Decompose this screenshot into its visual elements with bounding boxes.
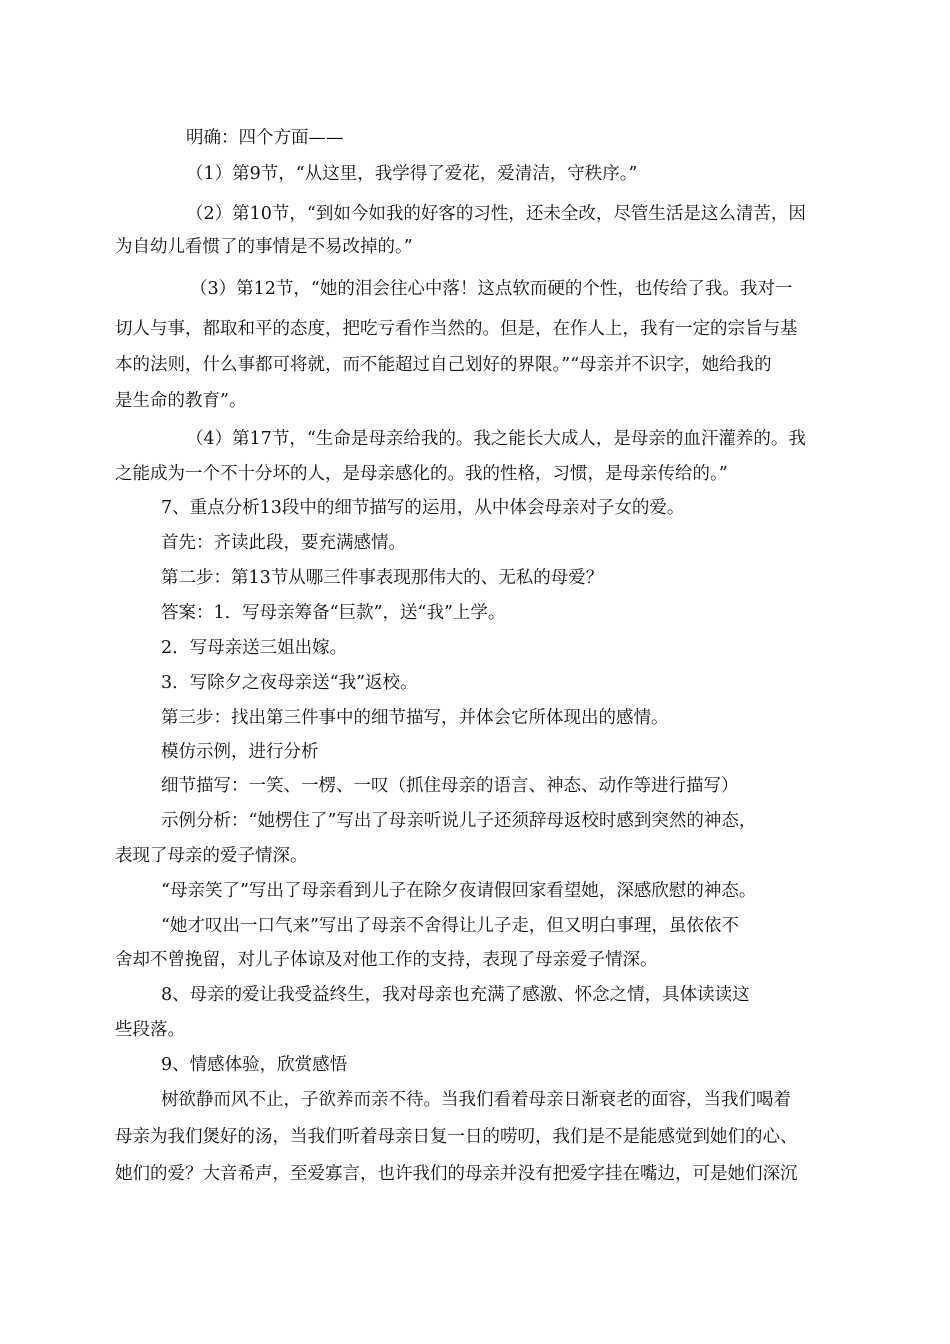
text-line: 3．写除夕之夜母亲送“我”返校。 (161, 673, 418, 693)
text-line: 第三步：找出第三件事中的细节描写，并体会它所体现出的感情。 (161, 708, 669, 728)
text-line: 细节描写：一笑、一楞、一叹（抓住母亲的语言、神态、动作等进行描写） (161, 776, 739, 796)
text-line: 首先：齐读此段，要充满感情。 (161, 533, 406, 553)
text-line: 模仿示例，进行分析 (161, 742, 319, 762)
text-line: （2）第10节，“到如今如我的好客的习性，还未全改，尽管生活是这么清苦，因 (186, 204, 806, 224)
text-line: 第二步：第13节从哪三件事表现那伟大的、无私的母爱？ (161, 568, 604, 588)
text-line: 答案：1．写母亲筹备“巨款”，送“我”上学。 (161, 603, 506, 623)
text-line: 8、母亲的爱让我受益终生，我对母亲也充满了感激、怀念之情，具体读读这 (161, 985, 750, 1005)
text-line: （3）第12节，“她的泪会往心中落！这点软而硬的个性，也传给了我。我对一 (190, 279, 793, 299)
text-line: 树欲静而风不止，子欲养而亲不待。当我们看着母亲日渐衰老的面容，当我们喝着 (161, 1090, 791, 1110)
text-line: 9、情感体验，欣赏感悟 (161, 1055, 348, 1075)
text-line: “母亲笑了”写出了母亲看到儿子在除夕夜请假回家看望她，深感欣慰的神态。 (161, 881, 757, 901)
text-line: 是生命的教育”。 (115, 391, 247, 411)
text-line: （4）第17节，“生命是母亲给我的。我之能长大成人，是母亲的血汗灌养的。我 (186, 429, 806, 449)
text-line: 本的法则，什么事都可将就，而不能超过自己划好的界限。”“母亲并不识字，她给我的 (115, 355, 772, 375)
text-line: 些段落。 (115, 1020, 185, 1040)
text-line: 7、重点分析13段中的细节描写的运用，从中体会母亲对子女的爱。 (161, 498, 685, 518)
text-line: 2．写母亲送三姐出嫁。 (161, 638, 348, 658)
text-line: 为自幼儿看惯了的事情是不易改掉的。” (115, 237, 413, 257)
text-line: 她们的爱？大音希声，至爱寡言，也许我们的母亲并没有把爱字挂在嘴边，可是她们深沉 (115, 1164, 798, 1184)
text-line: 舍却不曾挽留，对儿子体谅及对他工作的支持，表现了母亲爱子情深。 (115, 950, 658, 970)
text-line: （1）第9节，“从这里，我学得了爱花，爱清洁，守秩序。” (186, 164, 638, 184)
text-line: 母亲为我们煲好的汤，当我们听着母亲日复一日的唠叨，我们是不是能感觉到她们的心、 (115, 1127, 798, 1147)
text-line: 示例分析：“她楞住了”写出了母亲听说儿子还须辞母返校时感到突然的神态， (161, 811, 757, 831)
text-line: “她才叹出一口气来”写出了母亲不舍得让儿子走，但又明白事理，虽依依不 (161, 916, 739, 936)
text-line: 表现了母亲的爱子情深。 (115, 846, 308, 866)
text-line: 之能成为一个不十分坏的人，是母亲感化的。我的性格，习惯，是母亲传给的。” (115, 464, 728, 484)
text-line: 切人与事，都取和平的态度，把吃亏看作当然的。但是，在作人上，我有一定的宗旨与基 (115, 319, 798, 339)
text-line: 明确：四个方面—— (186, 128, 344, 148)
